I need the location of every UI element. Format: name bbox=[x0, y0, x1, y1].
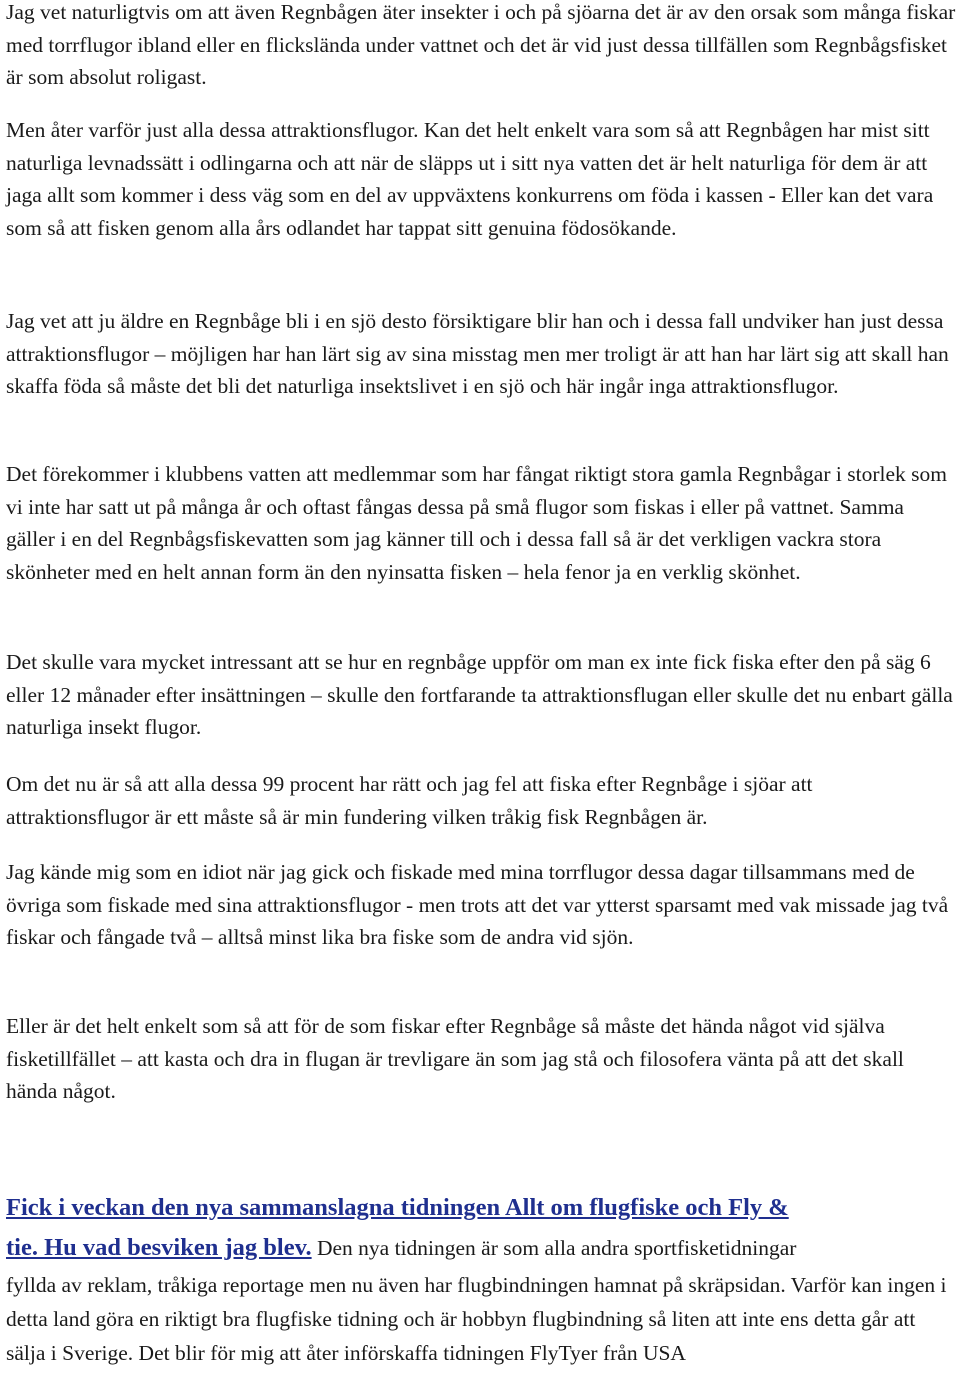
headline-link-continued[interactable]: tie. Hu vad besviken jag blev. bbox=[6, 1234, 312, 1261]
paragraph-3: Jag vet att ju äldre en Regnbåge bli i en sjö desto försiktigare blir han och i dessa fall undviker han just dessa attraktionsflugor – möjligen har han lärt sig av sina misstag men mer troligt är att han har lärt sig att skall han skaffa föda så måste det bli det naturliga insektslivet i en sjö och här ingår inga attraktionsflugor. bbox=[6, 309, 949, 399]
headline-line-2-row bbox=[6, 1228, 956, 1268]
paragraph-2: Men åter varför just alla dessa attraktionsflugor. Kan det helt enkelt vara som så att Regnbågen har mist sitt naturliga levnadssätt i odlingarna och att när de släpps ut i sitt nya vatten det är helt naturliga för dem är att jaga allt som kommer i dess väg som en del av uppväxtens konkurrens om föda i kassen - Eller kan det vara som så att fisken genom alla års odlandet har tappat sitt genuina födosökande. bbox=[6, 118, 934, 241]
paragraph-5: Det skulle vara mycket intressant att se hur en regnbåge uppför om man ex inte fick fiska efter den på säg 6 eller 12 månader efter insättningen – skulle den fortfarande ta attraktionsflugan eller skulle det nu enbart gälla naturliga insekt flugor. bbox=[6, 650, 953, 740]
closing-paragraph: fyllda av reklam, tråkiga reportage men nu även har flugbindningen hamnat på skräpsidan. Varför kan ingen i detta land göra en riktigt bra flugfiske tidning och är hobbyn flugbindning så liten att inte ens detta går att sälja i Sverige. Det blir för mig att åter införskaffa tidningen FlyTyer från USA bbox=[6, 1273, 947, 1365]
closing-text-start: Den nya tidningen är som alla andra sportfisketidningar bbox=[311, 1236, 797, 1260]
paragraph-6: Om det nu är så att alla dessa 99 procent har rätt och jag fel att fiska efter Regnbåge i sjöar att attraktionsflugor är ett måste så är min fundering vilken tråkig fisk Regnbågen är. bbox=[6, 772, 813, 829]
closing-section bbox=[6, 1188, 956, 1370]
paragraph-1: Jag vet naturligtvis om att även Regnbågen äter insekter i och på sjöarna det är av den orsak som många fiskar med torrflugor ibland eller en flickslända under vattnet och det är vid just dessa tillfällen som Regnbågsfisket är som absolut roligast. bbox=[6, 0, 956, 90]
headline-link[interactable]: Fick i veckan den nya sammanslagna tidningen Allt om flugfiske och Fly & bbox=[6, 1194, 789, 1221]
paragraph-7: Jag kände mig som en idiot när jag gick och fiskade med mina torrflugor dessa dagar tillsammans med de övriga som fiskade med sina attraktionsflugor - men trots att det var ytterst sparsamt med vak missade jag två fiskar och fångade två – alltså minst lika bra fiske som de andra vid sjön. bbox=[6, 860, 949, 950]
paragraph-4: Det förekommer i klubbens vatten att medlemmar som har fångat riktigt stora gamla Regnbågar i storlek som vi inte har satt ut på många år och oftast fångas dessa på små flugor som fiskas i eller på vattnet. Samma gäller i en del Regnbågsfiskevatten som jag känner till och i dessa fall så är det verkligen vackra stora skönheter med en helt annan form än den nyinsatta fisken – hela fenor ja en verklig skönhet. bbox=[6, 462, 947, 585]
paragraph-8: Eller är det helt enkelt som så att för de som fiskar efter Regnbåge så måste det hända något vid själva fisketillfället – att kasta och dra in flugan är trevligare än som jag stå och filosofera vänta på att det skall hända något. bbox=[6, 1014, 904, 1104]
headline-line-1[interactable] bbox=[6, 1188, 956, 1228]
